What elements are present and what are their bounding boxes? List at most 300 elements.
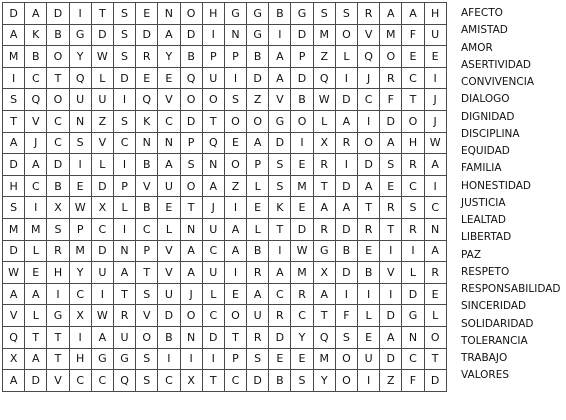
grid-cell[interactable]: U <box>69 89 91 111</box>
grid-cell[interactable]: L <box>335 46 357 68</box>
grid-cell[interactable]: A <box>180 262 202 284</box>
grid-cell[interactable]: U <box>113 326 135 348</box>
grid-cell[interactable]: A <box>91 326 113 348</box>
grid-cell[interactable]: D <box>180 24 202 46</box>
grid-cell[interactable]: E <box>291 197 313 219</box>
grid-cell[interactable]: D <box>247 370 269 392</box>
grid-cell[interactable]: E <box>136 3 158 25</box>
grid-cell[interactable]: C <box>91 218 113 240</box>
grid-cell[interactable]: I <box>335 154 357 176</box>
grid-cell[interactable]: S <box>402 197 424 219</box>
grid-cell[interactable]: O <box>180 3 202 25</box>
grid-cell[interactable]: P <box>224 348 246 370</box>
grid-cell[interactable]: A <box>380 3 402 25</box>
grid-cell[interactable]: N <box>180 218 202 240</box>
grid-cell[interactable]: D <box>3 240 25 262</box>
grid-cell[interactable]: A <box>180 240 202 262</box>
grid-cell[interactable]: O <box>291 110 313 132</box>
grid-cell[interactable]: C <box>91 370 113 392</box>
grid-cell[interactable]: C <box>25 67 47 89</box>
grid-cell[interactable]: D <box>3 154 25 176</box>
grid-cell[interactable]: J <box>358 67 380 89</box>
grid-cell[interactable]: U <box>91 89 113 111</box>
grid-cell[interactable]: W <box>424 132 446 154</box>
grid-cell[interactable]: X <box>91 197 113 219</box>
grid-cell[interactable]: L <box>247 175 269 197</box>
grid-cell[interactable]: I <box>180 348 202 370</box>
grid-cell[interactable]: H <box>402 132 424 154</box>
grid-cell[interactable]: D <box>91 175 113 197</box>
grid-cell[interactable]: D <box>402 283 424 305</box>
grid-cell[interactable]: I <box>424 175 446 197</box>
grid-cell[interactable]: U <box>358 348 380 370</box>
grid-cell[interactable]: T <box>202 370 224 392</box>
grid-cell[interactable]: C <box>158 370 180 392</box>
grid-cell[interactable]: L <box>402 262 424 284</box>
grid-cell[interactable]: X <box>47 197 69 219</box>
grid-cell[interactable]: V <box>136 305 158 327</box>
grid-cell[interactable]: V <box>269 89 291 111</box>
grid-cell[interactable]: A <box>113 262 135 284</box>
grid-cell[interactable]: I <box>113 89 135 111</box>
grid-cell[interactable]: G <box>247 3 269 25</box>
grid-cell[interactable]: D <box>25 370 47 392</box>
grid-cell[interactable]: O <box>424 326 446 348</box>
grid-cell[interactable]: T <box>180 197 202 219</box>
grid-cell[interactable]: G <box>224 3 246 25</box>
grid-cell[interactable]: M <box>69 240 91 262</box>
grid-cell[interactable]: R <box>247 326 269 348</box>
grid-cell[interactable]: L <box>91 154 113 176</box>
grid-cell[interactable]: T <box>47 348 69 370</box>
grid-cell[interactable]: B <box>247 240 269 262</box>
grid-cell[interactable]: A <box>247 283 269 305</box>
grid-cell[interactable]: E <box>291 348 313 370</box>
grid-cell[interactable]: S <box>269 175 291 197</box>
grid-cell[interactable]: S <box>180 154 202 176</box>
grid-cell[interactable]: B <box>158 326 180 348</box>
grid-cell[interactable]: D <box>113 67 135 89</box>
grid-cell[interactable]: O <box>335 24 357 46</box>
grid-cell[interactable]: I <box>224 197 246 219</box>
grid-cell[interactable]: E <box>269 348 291 370</box>
grid-cell[interactable]: A <box>313 197 335 219</box>
grid-cell[interactable]: L <box>313 110 335 132</box>
grid-cell[interactable]: D <box>158 305 180 327</box>
grid-cell[interactable]: M <box>380 24 402 46</box>
grid-cell[interactable]: D <box>291 218 313 240</box>
grid-cell[interactable]: K <box>25 24 47 46</box>
grid-cell[interactable]: W <box>91 305 113 327</box>
grid-cell[interactable]: C <box>136 218 158 240</box>
grid-cell[interactable]: O <box>335 348 357 370</box>
grid-cell[interactable]: A <box>25 3 47 25</box>
grid-cell[interactable]: B <box>47 175 69 197</box>
grid-cell[interactable]: D <box>47 3 69 25</box>
grid-cell[interactable]: O <box>136 326 158 348</box>
grid-cell[interactable]: B <box>180 46 202 68</box>
grid-cell[interactable]: I <box>402 240 424 262</box>
grid-cell[interactable]: A <box>224 240 246 262</box>
grid-cell[interactable]: Q <box>25 89 47 111</box>
grid-cell[interactable]: I <box>47 283 69 305</box>
grid-cell[interactable]: P <box>247 154 269 176</box>
grid-cell[interactable]: I <box>158 348 180 370</box>
grid-cell[interactable]: V <box>158 240 180 262</box>
grid-cell[interactable]: F <box>402 370 424 392</box>
grid-cell[interactable]: E <box>291 154 313 176</box>
grid-cell[interactable]: D <box>291 24 313 46</box>
grid-cell[interactable]: S <box>335 3 357 25</box>
grid-cell[interactable]: K <box>136 110 158 132</box>
grid-cell[interactable]: U <box>158 175 180 197</box>
grid-cell[interactable]: O <box>402 110 424 132</box>
grid-cell[interactable]: T <box>47 326 69 348</box>
grid-cell[interactable]: K <box>269 197 291 219</box>
grid-cell[interactable]: S <box>313 3 335 25</box>
grid-cell[interactable]: R <box>358 218 380 240</box>
grid-cell[interactable]: P <box>136 240 158 262</box>
grid-cell[interactable]: D <box>424 370 446 392</box>
grid-cell[interactable]: R <box>335 132 357 154</box>
grid-cell[interactable]: T <box>136 262 158 284</box>
grid-cell[interactable]: N <box>158 132 180 154</box>
grid-cell[interactable]: J <box>424 110 446 132</box>
grid-cell[interactable]: O <box>358 132 380 154</box>
grid-cell[interactable]: C <box>424 197 446 219</box>
grid-cell[interactable]: D <box>91 24 113 46</box>
grid-cell[interactable]: B <box>136 197 158 219</box>
grid-cell[interactable]: T <box>25 326 47 348</box>
grid-cell[interactable]: B <box>269 370 291 392</box>
grid-cell[interactable]: A <box>358 175 380 197</box>
grid-cell[interactable]: P <box>113 175 135 197</box>
grid-cell[interactable]: O <box>224 110 246 132</box>
grid-cell[interactable]: D <box>269 132 291 154</box>
grid-cell[interactable]: D <box>335 89 357 111</box>
grid-cell[interactable]: S <box>113 110 135 132</box>
grid-cell[interactable]: A <box>424 154 446 176</box>
grid-cell[interactable]: I <box>269 24 291 46</box>
grid-cell[interactable]: I <box>113 154 135 176</box>
grid-cell[interactable]: Q <box>3 326 25 348</box>
grid-cell[interactable]: D <box>335 262 357 284</box>
grid-cell[interactable]: E <box>25 262 47 284</box>
grid-cell[interactable]: E <box>158 197 180 219</box>
grid-cell[interactable]: V <box>136 175 158 197</box>
grid-cell[interactable]: A <box>3 24 25 46</box>
grid-cell[interactable]: Q <box>136 89 158 111</box>
grid-cell[interactable]: Y <box>291 326 313 348</box>
grid-cell[interactable]: L <box>247 218 269 240</box>
grid-cell[interactable]: M <box>313 348 335 370</box>
grid-cell[interactable]: A <box>3 132 25 154</box>
grid-cell[interactable]: T <box>269 218 291 240</box>
grid-cell[interactable]: R <box>313 218 335 240</box>
grid-cell[interactable]: X <box>180 370 202 392</box>
grid-cell[interactable]: B <box>358 262 380 284</box>
grid-cell[interactable]: A <box>3 283 25 305</box>
grid-cell[interactable]: S <box>47 218 69 240</box>
grid-cell[interactable]: E <box>424 46 446 68</box>
grid-cell[interactable]: V <box>358 24 380 46</box>
grid-cell[interactable]: M <box>3 46 25 68</box>
grid-cell[interactable]: U <box>91 262 113 284</box>
grid-cell[interactable]: C <box>269 283 291 305</box>
grid-cell[interactable]: O <box>180 305 202 327</box>
grid-cell[interactable]: B <box>291 89 313 111</box>
grid-cell[interactable]: R <box>247 262 269 284</box>
grid-cell[interactable]: V <box>47 370 69 392</box>
grid-cell[interactable]: P <box>224 46 246 68</box>
grid-cell[interactable]: B <box>136 154 158 176</box>
grid-cell[interactable]: H <box>69 348 91 370</box>
grid-cell[interactable]: A <box>3 370 25 392</box>
grid-cell[interactable]: P <box>180 132 202 154</box>
grid-cell[interactable]: S <box>380 154 402 176</box>
grid-cell[interactable]: A <box>313 283 335 305</box>
grid-cell[interactable]: L <box>113 197 135 219</box>
grid-cell[interactable]: R <box>380 67 402 89</box>
grid-cell[interactable]: I <box>335 283 357 305</box>
grid-cell[interactable]: A <box>380 132 402 154</box>
grid-cell[interactable]: R <box>402 218 424 240</box>
grid-cell[interactable]: Z <box>380 370 402 392</box>
grid-cell[interactable]: X <box>3 348 25 370</box>
grid-cell[interactable]: V <box>25 110 47 132</box>
grid-cell[interactable]: G <box>402 305 424 327</box>
grid-cell[interactable]: U <box>424 24 446 46</box>
grid-cell[interactable]: Z <box>91 110 113 132</box>
grid-cell[interactable]: T <box>91 3 113 25</box>
grid-cell[interactable]: Y <box>69 46 91 68</box>
grid-cell[interactable]: A <box>202 175 224 197</box>
grid-cell[interactable]: V <box>3 305 25 327</box>
grid-cell[interactable]: O <box>47 46 69 68</box>
grid-cell[interactable]: O <box>224 305 246 327</box>
grid-cell[interactable]: D <box>291 67 313 89</box>
grid-cell[interactable]: H <box>47 262 69 284</box>
grid-cell[interactable]: T <box>402 89 424 111</box>
grid-cell[interactable]: O <box>224 154 246 176</box>
grid-cell[interactable]: C <box>47 110 69 132</box>
grid-cell[interactable]: A <box>335 197 357 219</box>
grid-cell[interactable]: V <box>158 262 180 284</box>
grid-cell[interactable]: Q <box>69 67 91 89</box>
grid-cell[interactable]: S <box>3 197 25 219</box>
grid-cell[interactable]: E <box>380 175 402 197</box>
grid-cell[interactable]: T <box>358 197 380 219</box>
grid-cell[interactable]: A <box>380 326 402 348</box>
grid-cell[interactable]: L <box>358 305 380 327</box>
grid-cell[interactable]: E <box>136 67 158 89</box>
grid-cell[interactable]: C <box>69 370 91 392</box>
grid-cell[interactable]: Q <box>113 370 135 392</box>
grid-cell[interactable]: S <box>136 370 158 392</box>
grid-cell[interactable]: O <box>202 89 224 111</box>
grid-cell[interactable]: S <box>335 326 357 348</box>
grid-cell[interactable]: Z <box>247 89 269 111</box>
grid-cell[interactable]: C <box>158 110 180 132</box>
grid-cell[interactable]: D <box>380 110 402 132</box>
grid-cell[interactable]: Z <box>224 175 246 197</box>
grid-cell[interactable]: C <box>358 89 380 111</box>
grid-cell[interactable]: D <box>247 67 269 89</box>
grid-cell[interactable]: S <box>113 3 135 25</box>
grid-cell[interactable]: R <box>380 197 402 219</box>
grid-cell[interactable]: W <box>91 46 113 68</box>
grid-cell[interactable]: B <box>47 24 69 46</box>
grid-cell[interactable]: E <box>358 326 380 348</box>
grid-cell[interactable]: I <box>202 24 224 46</box>
grid-cell[interactable]: N <box>424 218 446 240</box>
grid-cell[interactable]: Q <box>358 46 380 68</box>
grid-cell[interactable]: D <box>335 175 357 197</box>
grid-cell[interactable]: L <box>202 283 224 305</box>
grid-cell[interactable]: A <box>269 46 291 68</box>
grid-cell[interactable]: N <box>158 3 180 25</box>
grid-cell[interactable]: R <box>313 154 335 176</box>
grid-cell[interactable]: W <box>69 197 91 219</box>
grid-cell[interactable]: Y <box>313 370 335 392</box>
grid-cell[interactable]: S <box>224 89 246 111</box>
grid-cell[interactable]: M <box>291 262 313 284</box>
grid-cell[interactable]: A <box>158 154 180 176</box>
grid-cell[interactable]: C <box>202 240 224 262</box>
grid-cell[interactable]: S <box>113 46 135 68</box>
grid-cell[interactable]: D <box>3 3 25 25</box>
grid-cell[interactable]: J <box>180 283 202 305</box>
grid-cell[interactable]: H <box>202 3 224 25</box>
grid-cell[interactable]: F <box>380 89 402 111</box>
grid-cell[interactable]: C <box>291 305 313 327</box>
grid-cell[interactable]: J <box>25 132 47 154</box>
grid-cell[interactable]: I <box>202 348 224 370</box>
grid-cell[interactable]: N <box>202 154 224 176</box>
grid-cell[interactable]: X <box>313 262 335 284</box>
grid-cell[interactable]: T <box>47 67 69 89</box>
grid-cell[interactable]: D <box>136 24 158 46</box>
grid-cell[interactable]: F <box>402 24 424 46</box>
grid-cell[interactable]: I <box>224 67 246 89</box>
grid-cell[interactable]: T <box>113 283 135 305</box>
grid-cell[interactable]: U <box>247 305 269 327</box>
grid-cell[interactable]: D <box>358 154 380 176</box>
grid-cell[interactable]: S <box>247 348 269 370</box>
grid-cell[interactable]: G <box>69 24 91 46</box>
grid-cell[interactable]: C <box>402 348 424 370</box>
grid-cell[interactable]: Z <box>313 46 335 68</box>
grid-cell[interactable]: H <box>3 175 25 197</box>
grid-cell[interactable]: G <box>47 305 69 327</box>
grid-cell[interactable]: I <box>25 197 47 219</box>
grid-cell[interactable]: N <box>180 326 202 348</box>
grid-cell[interactable]: C <box>402 67 424 89</box>
grid-cell[interactable]: E <box>402 46 424 68</box>
grid-cell[interactable]: E <box>224 132 246 154</box>
grid-cell[interactable]: I <box>269 240 291 262</box>
grid-cell[interactable]: A <box>25 348 47 370</box>
grid-cell[interactable]: O <box>180 89 202 111</box>
grid-cell[interactable]: D <box>47 154 69 176</box>
grid-cell[interactable]: L <box>91 67 113 89</box>
grid-cell[interactable]: A <box>335 110 357 132</box>
grid-cell[interactable]: C <box>202 305 224 327</box>
grid-cell[interactable]: R <box>291 283 313 305</box>
grid-cell[interactable]: X <box>69 305 91 327</box>
grid-cell[interactable]: G <box>269 110 291 132</box>
grid-cell[interactable]: N <box>224 24 246 46</box>
grid-cell[interactable]: N <box>402 326 424 348</box>
grid-cell[interactable]: S <box>291 370 313 392</box>
grid-cell[interactable]: N <box>113 240 135 262</box>
grid-cell[interactable]: B <box>335 240 357 262</box>
grid-cell[interactable]: I <box>358 283 380 305</box>
grid-cell[interactable]: U <box>202 218 224 240</box>
grid-cell[interactable]: O <box>380 46 402 68</box>
grid-cell[interactable]: C <box>47 132 69 154</box>
grid-cell[interactable]: Q <box>313 67 335 89</box>
grid-cell[interactable]: H <box>424 3 446 25</box>
grid-cell[interactable]: O <box>180 175 202 197</box>
grid-cell[interactable]: E <box>358 240 380 262</box>
grid-cell[interactable]: G <box>113 348 135 370</box>
grid-cell[interactable]: T <box>202 110 224 132</box>
grid-cell[interactable]: R <box>402 154 424 176</box>
grid-cell[interactable]: A <box>25 283 47 305</box>
grid-cell[interactable]: I <box>380 283 402 305</box>
grid-cell[interactable]: A <box>402 3 424 25</box>
grid-cell[interactable]: M <box>291 175 313 197</box>
grid-cell[interactable]: G <box>247 24 269 46</box>
grid-cell[interactable]: D <box>380 305 402 327</box>
grid-cell[interactable]: I <box>91 283 113 305</box>
grid-cell[interactable]: B <box>25 46 47 68</box>
grid-cell[interactable]: L <box>424 305 446 327</box>
grid-cell[interactable]: T <box>424 348 446 370</box>
grid-cell[interactable]: Q <box>313 326 335 348</box>
grid-cell[interactable]: D <box>202 326 224 348</box>
grid-cell[interactable]: B <box>269 3 291 25</box>
grid-cell[interactable]: Y <box>158 46 180 68</box>
grid-cell[interactable]: N <box>69 110 91 132</box>
grid-cell[interactable]: A <box>224 218 246 240</box>
grid-cell[interactable]: L <box>158 218 180 240</box>
grid-cell[interactable]: G <box>313 240 335 262</box>
grid-cell[interactable]: D <box>269 326 291 348</box>
grid-cell[interactable]: P <box>69 218 91 240</box>
grid-cell[interactable]: C <box>25 175 47 197</box>
grid-cell[interactable]: T <box>380 218 402 240</box>
grid-cell[interactable]: S <box>69 132 91 154</box>
grid-cell[interactable]: D <box>380 348 402 370</box>
grid-cell[interactable]: E <box>247 197 269 219</box>
grid-cell[interactable]: G <box>291 3 313 25</box>
grid-cell[interactable]: Q <box>180 67 202 89</box>
grid-cell[interactable]: L <box>25 305 47 327</box>
grid-cell[interactable]: M <box>3 218 25 240</box>
grid-cell[interactable]: I <box>335 67 357 89</box>
grid-cell[interactable]: D <box>335 218 357 240</box>
grid-cell[interactable]: Y <box>69 262 91 284</box>
grid-cell[interactable]: B <box>247 46 269 68</box>
grid-cell[interactable]: R <box>47 240 69 262</box>
grid-cell[interactable]: C <box>113 132 135 154</box>
grid-cell[interactable]: I <box>113 218 135 240</box>
grid-cell[interactable]: S <box>113 24 135 46</box>
grid-cell[interactable]: M <box>25 218 47 240</box>
grid-cell[interactable]: I <box>424 67 446 89</box>
